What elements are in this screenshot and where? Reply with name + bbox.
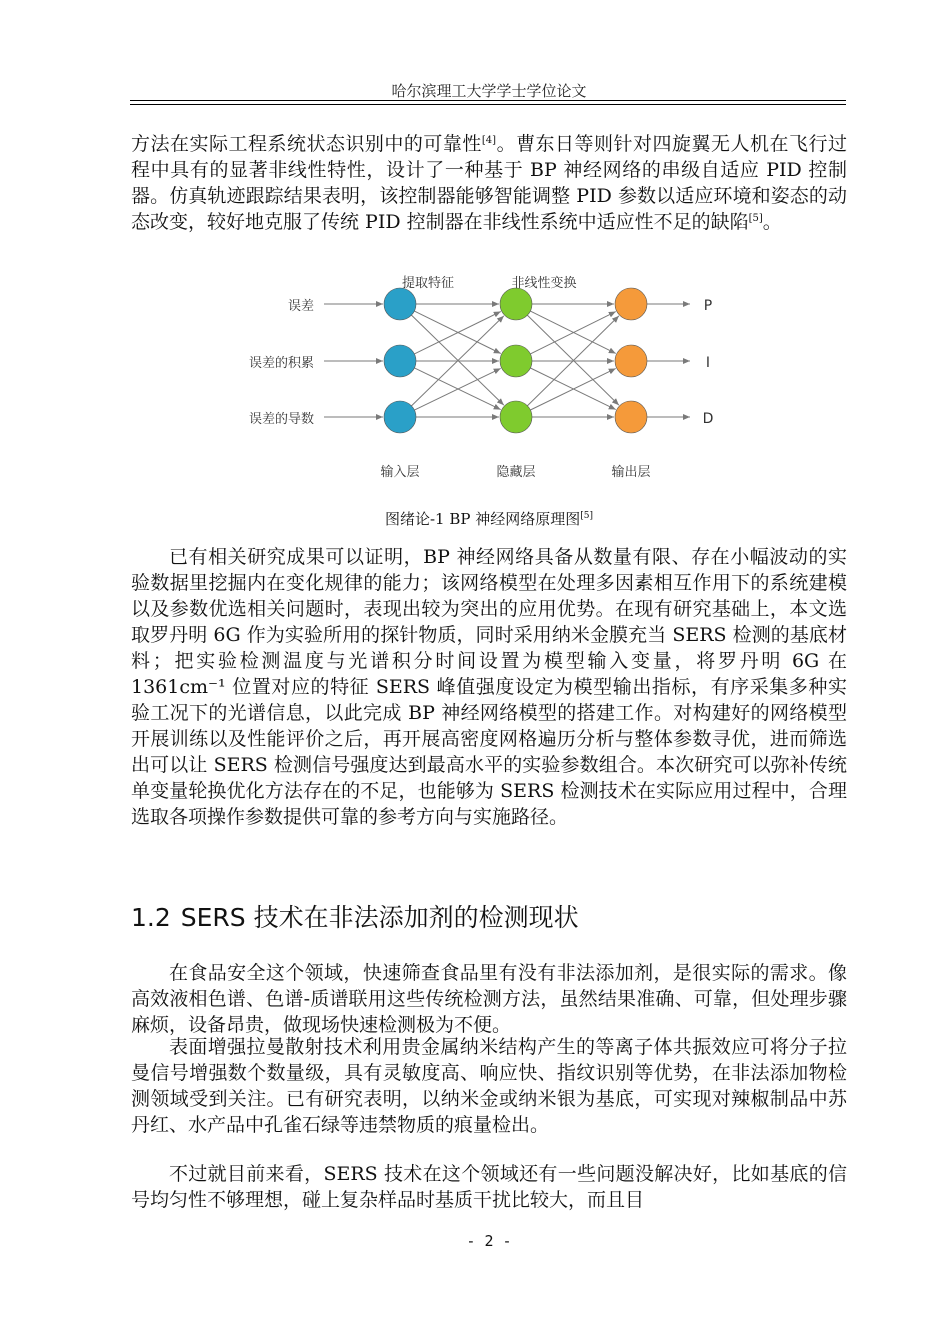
header-rule-thin bbox=[130, 104, 846, 105]
input-node bbox=[384, 345, 416, 377]
citation-4: [4] bbox=[481, 135, 497, 146]
page-number: - 2 - bbox=[466, 1232, 512, 1250]
layer-label-output: 输出层 bbox=[611, 465, 651, 480]
input-node bbox=[384, 401, 416, 433]
bp-network-figure bbox=[228, 268, 728, 488]
paragraph-1-text-b: 。曹东日等则针对四旋翼无人机在飞行过程中具有的显著非线性特性，设计了一种基于 BP 神经网络的串级自适应 PID 控制器。仿真轨迹跟踪结果表明，该控制器能够智能调整 PID 参数以适应环境和姿态的动态改变，较好地克服了传统 PID 控制器在非线性系统中适应性不足的缺陷 bbox=[131, 133, 847, 233]
input-node bbox=[384, 288, 416, 320]
input-label-error-derivative: 误差的导数 bbox=[248, 412, 314, 427]
figure-caption bbox=[131, 508, 847, 529]
label-nonlinear-transform: 非线性变换 bbox=[511, 276, 577, 291]
section-title: SERS 技术在非法添加剂的检测现状 bbox=[180, 903, 579, 932]
hidden-node bbox=[500, 401, 532, 433]
output-node bbox=[615, 345, 647, 377]
figure-caption-text: 图绪论-1 BP 神经网络原理图 bbox=[384, 510, 581, 528]
output-label-i: I bbox=[705, 355, 711, 371]
bp-network-diagram bbox=[228, 268, 728, 488]
output-label-d: D bbox=[702, 411, 714, 427]
layer-label-hidden: 隐藏层 bbox=[496, 465, 536, 480]
figure-caption-citation: [5] bbox=[580, 511, 593, 521]
input-label-error: 误差 bbox=[287, 299, 314, 314]
paragraph-1-text-a: 方法在实际工程系统状态识别中的可靠性 bbox=[131, 133, 482, 155]
output-node bbox=[615, 401, 647, 433]
running-header: 哈尔滨理工大学学士学位论文 bbox=[391, 82, 587, 100]
section-heading bbox=[131, 898, 579, 934]
paragraph-3: 在食品安全这个领域，快速筛查食品里有没有非法添加剂，是很实际的需求。像高效液相色谱、色谱-质谱联用这些传统检测方法，虽然结果准确、可靠，但处理步骤麻烦，设备昂贵，做现场快速检测极为不便。 bbox=[131, 962, 847, 1036]
layer-label-input: 输入层 bbox=[380, 465, 420, 480]
label-extract-features: 提取特征 bbox=[401, 276, 455, 291]
hidden-node bbox=[500, 345, 532, 377]
paragraph-2: 已有相关研究成果可以证明，BP 神经网络具备从数量有限、存在小幅波动的实验数据里挖掘内在变化规律的能力；该网络模型在处理多因素相互作用下的系统建模以及参数优选相关问题时，表现出较为突出的应用优势。在现有研究基础上，本文选取罗丹明 6G 作为实验所用的探针物质，同时采用纳米金膜充当 SERS 检测的基底材料；把实验检测温度与光谱积分时间设置为模型输入变量，将罗丹明 6G 在 1361cm⁻¹ 位置对应的特征 SERS 峰值强度设定为模型输出指标，有序采集多种实验工况下的光谱信息，以此完成 BP 神经网络模型的搭建工作。对构建好的网络模型开展训练以及性能评价之后，再开展高密度网格遍历分析与整体参数寻优，进而筛选出可以让 SERS 检测信号强度达到最高水平的实验参数组合。本次研究可以弥补传统单变量轮换优化方法存在的不足，也能够为 SERS 检测技术在实际应用过程中，合理选取各项操作参数提供可靠的参考方向与实施路径。 bbox=[131, 546, 847, 828]
output-label-p: P bbox=[703, 298, 713, 314]
paragraph-1-text-c: 。 bbox=[762, 211, 782, 233]
paragraph-4: 表面增强拉曼散射技术利用贵金属纳米结构产生的等离子体共振效应可将分子拉曼信号增强数个数量级，具有灵敏度高、响应快、指纹识别等优势，在非法添加物检测领域受到关注。已有研究表明，以纳米金或纳米银为基底，可实现对辣椒制品中苏丹红、水产品中孔雀石绿等违禁物质的痕量检出。 bbox=[131, 1036, 847, 1136]
output-node bbox=[615, 288, 647, 320]
header-rule bbox=[130, 100, 846, 101]
citation-5: [5] bbox=[748, 213, 763, 224]
input-label-error-integral: 误差的积累 bbox=[248, 356, 314, 371]
paragraph-1 bbox=[131, 131, 847, 235]
section-number: 1.2 bbox=[131, 903, 171, 932]
hidden-node bbox=[500, 288, 532, 320]
paragraph-5: 不过就目前来看，SERS 技术在这个领域还有一些问题没解决好，比如基底的信号均匀性不够理想，碰上复杂样品时基质干扰比较大，而且目 bbox=[131, 1163, 847, 1211]
